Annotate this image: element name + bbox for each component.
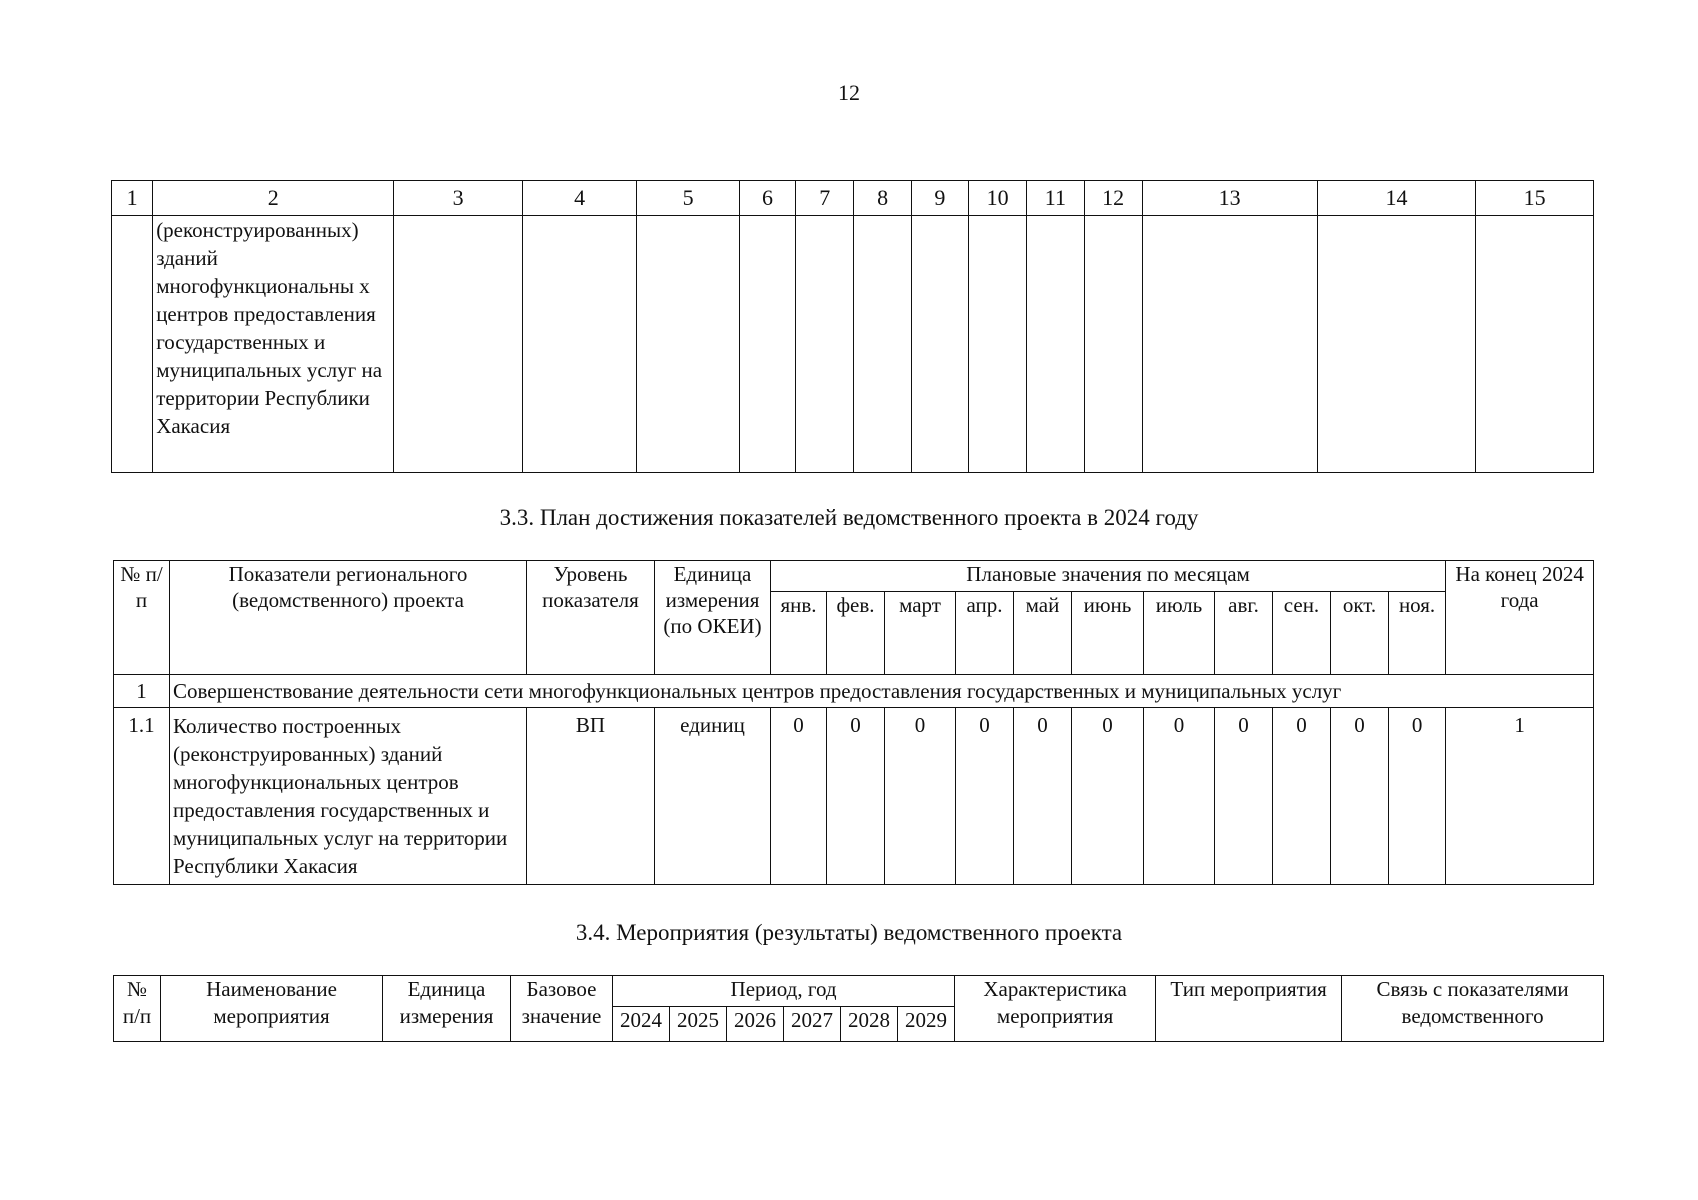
column-number: 2 (153, 181, 394, 216)
month-header: апр. (956, 592, 1014, 675)
empty-cell (637, 216, 739, 473)
empty-cell (854, 216, 911, 473)
year-header: 2024 (613, 1007, 670, 1042)
month-value: 0 (771, 708, 827, 885)
month-value: 0 (1273, 708, 1331, 885)
column-number: 6 (739, 181, 795, 216)
month-header: сен. (1273, 592, 1331, 675)
month-header: июль (1144, 592, 1215, 675)
row-number: 1.1 (114, 708, 170, 885)
empty-cell (796, 216, 854, 473)
table-row (114, 675, 1594, 708)
month-value: 0 (1014, 708, 1072, 885)
month-value: 0 (1389, 708, 1446, 885)
indicator-level: ВП (527, 708, 655, 885)
header-unit: Единица измерения (по ОКЕИ) (655, 561, 771, 675)
month-value: 0 (1331, 708, 1389, 885)
month-header: окт. (1331, 592, 1389, 675)
year-header: 2026 (727, 1007, 784, 1042)
month-header: май (1014, 592, 1072, 675)
indicator-text: (реконструированных) зданий многофункциональны х центров предоставления государственных и муниципальных услуг на территории Республики Хакасия (153, 216, 394, 473)
month-value: 0 (1144, 708, 1215, 885)
month-header: фев. (827, 592, 885, 675)
header-base-value: Базовое значение (511, 976, 613, 1042)
year-header: 2028 (841, 1007, 898, 1042)
year-header: 2027 (784, 1007, 841, 1042)
indicator-name: Количество построенных (реконструированных) зданий многофункциональных центров предоставления государственных и муниципальных услуг на территории Республики Хакасия (170, 708, 527, 885)
header-link: Связь с показателями ведомственного (1342, 976, 1604, 1042)
header-num: № п/п (114, 561, 170, 675)
section-name: Совершенствование деятельности сети многофункциональных центров предоставления государственных и муниципальных услуг (170, 675, 1594, 708)
header-type: Тип мероприятия (1156, 976, 1342, 1042)
year-header: 2029 (898, 1007, 955, 1042)
header-level: Уровень показателя (527, 561, 655, 675)
month-header: март (885, 592, 956, 675)
header-characteristic: Характеристика мероприятия (955, 976, 1156, 1042)
column-number: 5 (637, 181, 739, 216)
section-title-3-3: 3.3. План достижения показателей ведомственного проекта в 2024 году (499, 505, 1199, 530)
column-numbers-row (112, 181, 1594, 216)
column-number: 3 (394, 181, 523, 216)
empty-cell (522, 216, 637, 473)
empty-cell (739, 216, 795, 473)
empty-cell (1084, 216, 1142, 473)
header-end-of-year: На конец 2024 года (1446, 561, 1594, 675)
empty-cell (1142, 216, 1317, 473)
header-planned-values: Плановые значения по месяцам (771, 561, 1446, 592)
header-period: Период, год (613, 976, 955, 1007)
empty-cell (394, 216, 523, 473)
header-num: № п/п (114, 976, 161, 1042)
header-row (114, 976, 1604, 1007)
column-number: 7 (796, 181, 854, 216)
empty-cell (968, 216, 1026, 473)
plan-2024-table (113, 560, 1594, 885)
column-number: 4 (522, 181, 637, 216)
column-number: 15 (1476, 181, 1594, 216)
header-unit: Единица измерения (383, 976, 511, 1042)
month-header: ноя. (1389, 592, 1446, 675)
end-of-year-value: 1 (1446, 708, 1594, 885)
column-number: 8 (854, 181, 911, 216)
column-number: 10 (968, 181, 1026, 216)
section-title-3-4: 3.4. Мероприятия (результаты) ведомственного проекта (575, 920, 1123, 945)
header-indicator: Показатели регионального (ведомственного) проекта (170, 561, 527, 675)
empty-cell (1027, 216, 1084, 473)
page-number: 12 (838, 80, 860, 105)
row-number: 1 (114, 675, 170, 708)
column-number: 13 (1142, 181, 1317, 216)
year-header: 2025 (670, 1007, 727, 1042)
column-number: 14 (1317, 181, 1476, 216)
month-value: 0 (827, 708, 885, 885)
header-name: Наименование мероприятия (161, 976, 383, 1042)
empty-cell (112, 216, 153, 473)
empty-cell (911, 216, 968, 473)
empty-cell (1317, 216, 1476, 473)
column-number: 11 (1027, 181, 1084, 216)
month-value: 0 (1072, 708, 1144, 885)
continuation-table (111, 180, 1594, 473)
month-value: 0 (956, 708, 1014, 885)
header-row (114, 561, 1594, 592)
activities-table (113, 975, 1604, 1042)
month-header: июнь (1072, 592, 1144, 675)
column-number: 9 (911, 181, 968, 216)
empty-cell (1476, 216, 1594, 473)
table-row (114, 708, 1594, 885)
month-header: авг. (1215, 592, 1273, 675)
month-header: янв. (771, 592, 827, 675)
column-number: 12 (1084, 181, 1142, 216)
month-value: 0 (1215, 708, 1273, 885)
month-value: 0 (885, 708, 956, 885)
table-row (112, 216, 1594, 473)
column-number: 1 (112, 181, 153, 216)
indicator-unit: единиц (655, 708, 771, 885)
